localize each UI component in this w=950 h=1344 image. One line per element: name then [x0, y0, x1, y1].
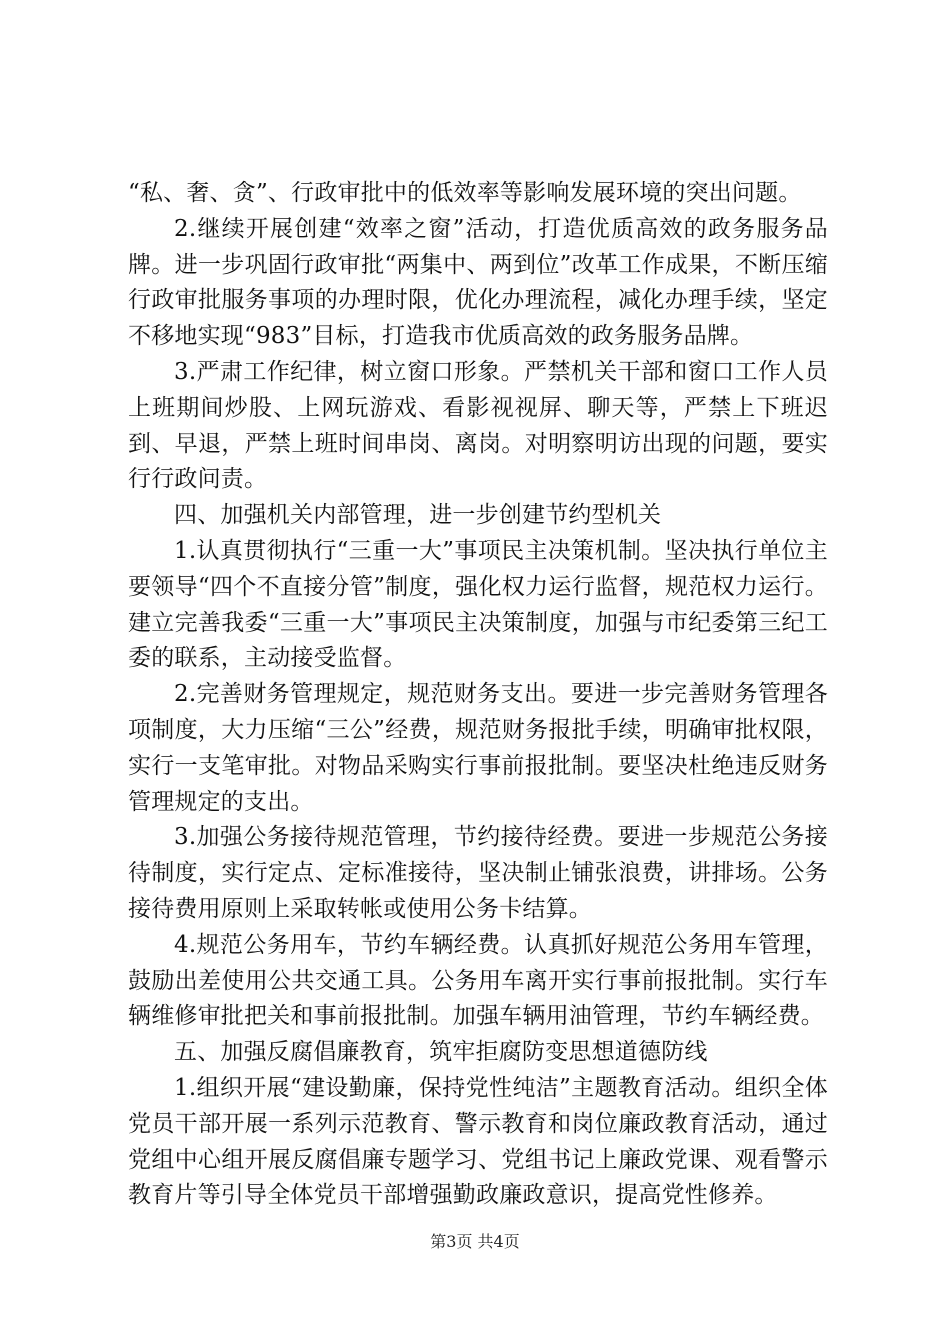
paragraph-continuation: “私、奢、贪”、行政审批中的低效率等影响发展环境的突出问题。 — [128, 180, 802, 206]
paragraph-finance-management: 2.完善财务管理规定，规范财务支出。要进一步完善财务管理各项制度，大力压缩“三公”经费，规范财务报批手续，明确审批权限，实行一支笔审批。对物品采购实行事前报批制。要坚决杜绝违反财务管理规定的支出。 — [128, 681, 828, 815]
paragraph-decision-mechanism: 1.认真贯彻执行“三重一大”事项民主决策机制。坚决执行单位主要领导“四个不直接分管”制度，强化权力运行监督，规范权力运行。建立完善我委“三重一大”事项民主决策制度，加强与市纪委第三纪工委的联系，主动接受监督。 — [128, 537, 828, 672]
paragraph-efficiency-window: 2.继续开展创建“效率之窗”活动，打造优质高效的政务服务品牌。进一步巩固行政审批“两集中、两到位”改革工作成果，不断压缩行政审批服务事项的办理时限，优化办理流程，减化办理手续，坚定不移地实现“983”目标，打造我市优质高效的政务服务品牌。 — [128, 215, 828, 350]
paragraph-vehicle-management: 4.规范公务用车，节约车辆经费。认真抓好规范公务用车管理，鼓励出差使用公共交通工具。公务用车离开实行事前报批制。实行车辆维修审批把关和事前报批制。加强车辆用油管理，节约车辆经费。 — [128, 931, 828, 1030]
document-body — [128, 176, 828, 1214]
paragraph-education-activity: 1.组织开展“建设勤廉，保持党性纯洁”主题教育活动。组织全体党员干部开展一系列示范教育、警示教育和岗位廉政教育活动，通过党组中心组开展反腐倡廉专题学习、党组书记上廉政党课、观看警示教育片等引导全体党员干部增强勤政廉政意识，提高党性修养。 — [128, 1074, 828, 1209]
page-number-footer: 第3页 共4页 — [430, 1232, 520, 1251]
section-heading-internal-management: 四、加强机关内部管理，进一步创建节约型机关 — [174, 502, 662, 529]
paragraph-reception-management: 3.加强公务接待规范管理，节约接待经费。要进一步规范公务接待制度，实行定点、定标准接待，坚决制止铺张浪费，讲排场。公务接待费用原则上采取转帐或使用公务卡结算。 — [128, 824, 828, 922]
section-heading-anti-corruption: 五、加强反腐倡廉教育，筑牢拒腐防变思想道德防线 — [174, 1039, 708, 1066]
paragraph-work-discipline: 3.严肃工作纪律，树立窗口形象。严禁机关干部和窗口工作人员上班期间炒股、上网玩游戏、看影视视屏、聊天等，严禁上下班迟到、早退，严禁上班时间串岗、离岗。对明察明访出现的问题，要实行行政问责。 — [128, 358, 828, 493]
